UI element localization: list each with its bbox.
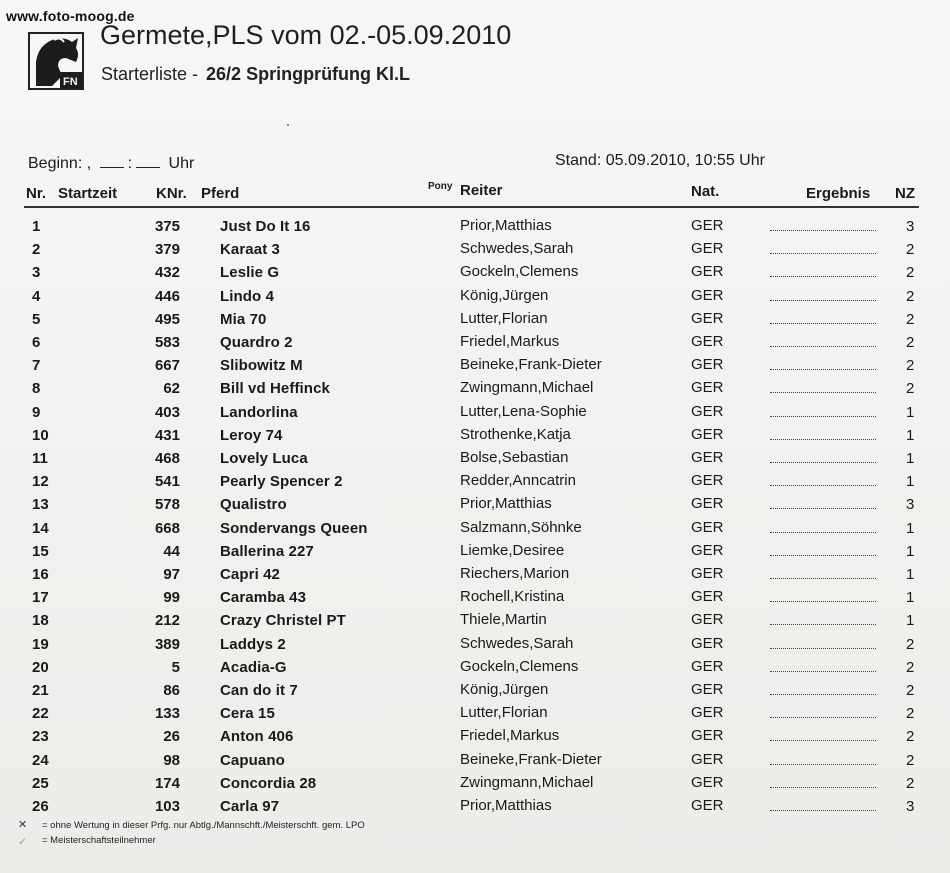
row-nz: 2 [906, 241, 915, 259]
row-nz: 1 [906, 403, 915, 421]
row-reiter: Lutter,Florian [460, 309, 548, 327]
row-reiter: Schwedes,Sarah [460, 240, 574, 258]
hour-blank [100, 155, 124, 168]
row-nat: GER [691, 286, 724, 304]
page-title: Germete,PLS vom 02.-05.09.2010 [100, 20, 512, 50]
row-nr: 25 [32, 774, 49, 792]
row-nr: 19 [32, 635, 49, 653]
row-ergebnis-blank [770, 507, 876, 509]
row-nat: GER [691, 472, 724, 490]
row-nat: GER [691, 402, 724, 420]
row-nat: GER [691, 495, 724, 513]
table-row [0, 447, 950, 470]
header-ergebnis: Ergebnis [806, 185, 871, 202]
row-nr: 26 [32, 798, 49, 815]
row-nz: 1 [906, 450, 915, 467]
row-pferd: Carla 97 [220, 798, 280, 815]
row-nz: 2 [906, 310, 915, 328]
row-reiter: Gockeln,Clemens [460, 263, 579, 281]
table-row [0, 517, 950, 540]
table-row [0, 377, 950, 400]
table-row [0, 679, 950, 702]
row-ergebnis-blank [770, 531, 876, 533]
row-nat: GER [691, 773, 724, 791]
row-nr: 14 [32, 519, 49, 537]
watermark: www.foto-moog.de [6, 8, 135, 24]
beginn-separator: : [127, 155, 133, 172]
row-reiter: König,Jürgen [460, 286, 549, 304]
row-ergebnis-blank [770, 252, 876, 254]
row-nz: 1 [906, 473, 915, 491]
table-row [0, 261, 950, 284]
row-knr: 44 [163, 542, 180, 560]
header-nat: Nat. [691, 183, 720, 200]
table-row [0, 795, 950, 818]
row-pferd: Leslie G [220, 264, 280, 282]
row-reiter: Friedel,Markus [460, 333, 560, 350]
row-nz: 2 [906, 774, 915, 792]
row-nr: 6 [32, 334, 41, 351]
row-nat: GER [691, 541, 724, 559]
row-nr: 18 [32, 612, 49, 630]
row-pferd: Lindo 4 [220, 287, 275, 305]
beginn-unit: Uhr [168, 155, 195, 172]
table-row [0, 308, 950, 331]
row-pferd: Ballerina 227 [220, 542, 314, 560]
page-subtitle [101, 64, 410, 85]
row-ergebnis-blank [770, 484, 876, 486]
row-knr: 583 [154, 334, 180, 351]
row-nz: 2 [906, 751, 915, 769]
row-ergebnis-blank [770, 322, 876, 324]
row-pferd: Leroy 74 [220, 426, 283, 444]
header-reiter: Reiter [460, 182, 503, 199]
start-time-line: Beginn: , : Uhr [28, 155, 195, 172]
row-nr: 24 [32, 751, 49, 769]
row-reiter: Liemke,Desiree [460, 541, 565, 559]
row-pferd: Pearly Spencer 2 [220, 473, 343, 491]
row-nr: 15 [32, 542, 49, 560]
row-reiter: Thiele,Martin [460, 611, 547, 629]
row-pferd: Karaat 3 [220, 241, 281, 259]
row-knr: 212 [154, 612, 180, 630]
row-nz: 1 [906, 566, 915, 583]
table-row [0, 540, 950, 563]
row-nz: 2 [906, 658, 915, 676]
row-reiter: Schwedes,Sarah [460, 634, 574, 652]
row-pferd: Capri 42 [220, 566, 280, 583]
row-ergebnis-blank [770, 554, 876, 556]
row-nz: 1 [906, 542, 915, 560]
row-nat: GER [691, 518, 724, 536]
row-pferd: Capuano [220, 751, 285, 769]
row-nat: GER [691, 657, 724, 675]
row-reiter: Riechers,Marion [460, 565, 570, 582]
row-nr: 20 [32, 658, 49, 676]
row-knr: 99 [163, 589, 180, 607]
row-knr: 668 [154, 519, 180, 537]
row-nz: 2 [906, 357, 915, 375]
fn-horse-logo-icon [28, 32, 84, 90]
row-nr: 3 [32, 264, 41, 282]
row-ergebnis-blank [770, 623, 876, 625]
row-nz: 2 [906, 705, 915, 723]
row-ergebnis-blank [770, 809, 876, 811]
row-nr: 5 [32, 310, 41, 328]
row-nr: 13 [32, 496, 49, 514]
row-knr: 97 [163, 566, 180, 583]
row-nat: GER [691, 565, 724, 582]
row-reiter: Strothenke,Katja [460, 425, 571, 443]
checkmark-icon: ✓ [18, 836, 28, 848]
table-row [0, 609, 950, 632]
row-knr: 578 [154, 496, 180, 514]
row-knr: 432 [154, 264, 180, 282]
row-ergebnis-blank [770, 670, 876, 672]
row-knr: 86 [163, 682, 180, 699]
row-ergebnis-blank [770, 600, 876, 602]
row-pferd: Bill vd Heffinck [220, 380, 330, 398]
table-row [0, 238, 950, 261]
row-nr: 1 [32, 218, 41, 235]
subtitle-prefix: Starterliste - [101, 64, 199, 84]
row-pferd: Acadia-G [220, 658, 287, 676]
table-row [0, 749, 950, 772]
row-pferd: Lovely Luca [220, 450, 308, 467]
row-nat: GER [691, 333, 724, 350]
row-ergebnis-blank [770, 786, 876, 788]
row-nz: 2 [906, 380, 915, 398]
row-nat: GER [691, 356, 724, 374]
header-startzeit: Startzeit [58, 185, 118, 202]
row-nat: GER [691, 634, 724, 652]
row-nz: 2 [906, 287, 915, 305]
row-nz: 3 [906, 798, 915, 815]
row-nz: 2 [906, 728, 915, 746]
row-nat: GER [691, 449, 724, 466]
row-nat: GER [691, 681, 724, 698]
row-nat: GER [691, 588, 724, 606]
row-nz: 1 [906, 612, 915, 630]
row-nr: 4 [32, 287, 41, 305]
row-knr: 62 [163, 380, 180, 398]
row-reiter: Zwingmann,Michael [460, 773, 594, 791]
row-pferd: Crazy Christel PT [220, 612, 346, 630]
footnote-ohne-wertung: = ohne Wertung in dieser Prfg. nur Abtlg./Mannschft./Meisterschft. gem. LPO [42, 820, 365, 831]
row-knr: 26 [163, 728, 180, 746]
row-nat: GER [691, 611, 724, 629]
row-pferd: Quardro 2 [220, 334, 293, 351]
row-nz: 2 [906, 635, 915, 653]
row-nr: 9 [32, 403, 41, 421]
row-reiter: Lutter,Lena-Sophie [460, 402, 587, 420]
row-nat: GER [691, 425, 724, 443]
row-nr: 12 [32, 473, 49, 491]
header-pony: Pony [428, 181, 453, 192]
row-reiter: Prior,Matthias [460, 797, 552, 814]
row-reiter: Beineke,Frank-Dieter [460, 750, 602, 768]
row-ergebnis-blank [770, 763, 876, 765]
row-knr: 133 [154, 705, 180, 723]
table-row [0, 772, 950, 795]
table-row [0, 702, 950, 725]
table-row [0, 331, 950, 354]
row-pferd: Anton 406 [220, 728, 294, 746]
row-nz: 3 [906, 496, 915, 514]
row-ergebnis-blank [770, 438, 876, 440]
table-row [0, 725, 950, 748]
header-knr: KNr. [156, 185, 187, 202]
table-row [0, 470, 950, 493]
row-knr: 431 [154, 426, 180, 444]
row-pferd: Cera 15 [220, 705, 275, 723]
row-nat: GER [691, 263, 724, 281]
table-row [0, 633, 950, 656]
crossed-swords-icon: ✕ [18, 819, 28, 831]
row-pferd: Laddys 2 [220, 635, 286, 653]
status-timestamp: Stand: 05.09.2010, 10:55 Uhr [555, 152, 765, 169]
row-nr: 21 [32, 682, 49, 699]
row-nr: 10 [32, 426, 49, 444]
row-nz: 2 [906, 682, 915, 699]
row-ergebnis-blank [770, 368, 876, 370]
print-speck [287, 124, 289, 126]
row-reiter: Zwingmann,Michael [460, 379, 594, 397]
row-nat: GER [691, 379, 724, 397]
row-ergebnis-blank [770, 461, 876, 463]
row-knr: 379 [154, 241, 180, 259]
table-row [0, 586, 950, 609]
row-knr: 5 [171, 658, 180, 676]
row-pferd: Can do it 7 [220, 682, 298, 699]
row-knr: 174 [154, 774, 180, 792]
header-nz: NZ [895, 185, 915, 202]
row-knr: 468 [154, 450, 180, 467]
row-ergebnis-blank [770, 229, 876, 231]
row-ergebnis-blank [770, 275, 876, 277]
row-knr: 403 [154, 403, 180, 421]
row-nr: 2 [32, 241, 41, 259]
row-ergebnis-blank [770, 299, 876, 301]
row-ergebnis-blank [770, 693, 876, 695]
row-nat: GER [691, 727, 724, 745]
row-reiter: Prior,Matthias [460, 495, 552, 513]
row-nr: 22 [32, 705, 49, 723]
table-row [0, 215, 950, 238]
row-ergebnis-blank [770, 577, 876, 579]
row-reiter: Salzmann,Söhnke [460, 518, 582, 536]
row-nz: 2 [906, 264, 915, 282]
row-reiter: Prior,Matthias [460, 217, 552, 234]
table-row [0, 563, 950, 586]
row-pferd: Concordia 28 [220, 774, 317, 792]
minute-blank [136, 155, 160, 168]
row-reiter: Lutter,Florian [460, 704, 548, 722]
row-knr: 103 [154, 798, 180, 815]
header-divider [24, 206, 919, 208]
row-knr: 446 [154, 287, 180, 305]
row-reiter: Rochell,Kristina [460, 588, 565, 606]
row-knr: 389 [154, 635, 180, 653]
row-pferd: Qualistro [220, 496, 287, 514]
row-ergebnis-blank [770, 716, 876, 718]
row-pferd: Just Do It 16 [220, 218, 311, 235]
row-ergebnis-blank [770, 739, 876, 741]
row-pferd: Mia 70 [220, 310, 267, 328]
beginn-label: Beginn: [28, 155, 83, 172]
row-knr: 375 [154, 218, 180, 235]
svg-text:FN: FN [63, 76, 78, 88]
row-pferd: Landorlina [220, 403, 298, 421]
row-nz: 1 [906, 426, 915, 444]
row-nr: 17 [32, 589, 49, 607]
row-ergebnis-blank [770, 647, 876, 649]
row-nz: 2 [906, 334, 915, 351]
row-reiter: König,Jürgen [460, 681, 549, 698]
footnote-meisterschaft: = Meisterschaftsteilnehmer [42, 835, 156, 846]
row-nat: GER [691, 704, 724, 722]
row-reiter: Bolse,Sebastian [460, 449, 569, 466]
table-row [0, 424, 950, 447]
row-nz: 3 [906, 218, 915, 235]
table-row [0, 656, 950, 679]
row-ergebnis-blank [770, 345, 876, 347]
row-ergebnis-blank [770, 415, 876, 417]
row-knr: 98 [163, 751, 180, 769]
row-nat: GER [691, 797, 724, 814]
row-nr: 16 [32, 566, 49, 583]
table-row [0, 354, 950, 377]
row-pferd: Slibowitz M [220, 357, 303, 375]
row-reiter: Gockeln,Clemens [460, 657, 579, 675]
row-nr: 23 [32, 728, 49, 746]
row-nr: 7 [32, 357, 41, 375]
header-pferd: Pferd [201, 185, 240, 202]
row-nz: 1 [906, 589, 915, 607]
row-nr: 11 [32, 450, 48, 467]
competition-name: 26/2 Springprüfung Kl.L [206, 64, 411, 84]
header-nr: Nr. [26, 185, 47, 202]
row-nz: 1 [906, 519, 915, 537]
row-knr: 541 [154, 473, 180, 491]
row-reiter: Friedel,Markus [460, 727, 560, 745]
row-pferd: Caramba 43 [220, 589, 307, 607]
row-nat: GER [691, 750, 724, 768]
table-row [0, 285, 950, 308]
row-nr: 8 [32, 380, 41, 398]
row-reiter: Beineke,Frank-Dieter [460, 356, 602, 374]
row-pferd: Sondervangs Queen [220, 519, 368, 537]
row-knr: 667 [154, 357, 180, 375]
row-knr: 495 [154, 310, 180, 328]
row-nat: GER [691, 217, 724, 234]
table-row [0, 401, 950, 424]
row-nat: GER [691, 309, 724, 327]
row-nat: GER [691, 240, 724, 258]
table-row [0, 493, 950, 516]
row-ergebnis-blank [770, 391, 876, 393]
row-reiter: Redder,Anncatrin [460, 472, 576, 490]
